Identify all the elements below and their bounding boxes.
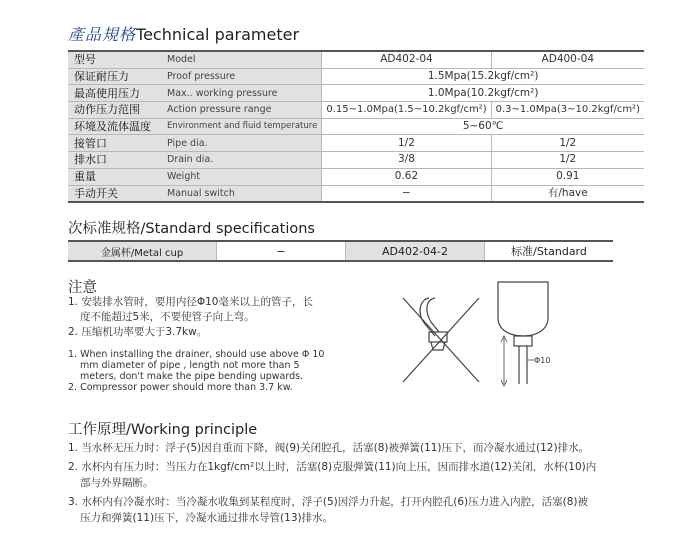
title-en: Technical parameter: [136, 25, 300, 44]
spec-table: [68, 50, 644, 203]
value-cell: 1/2: [491, 135, 644, 152]
row-label-en: Manual switch: [155, 185, 322, 202]
principle-line: 1. 当水杯无压力时：浮子(5)因自重而下降，阀(9)关闭腔孔，活塞(8)被弹簧(11)压下，而冷凝水通过(12)排水。: [68, 442, 590, 454]
value-cell: 3/8: [322, 152, 491, 169]
value-cell: 5~60℃: [322, 118, 644, 135]
principle-line: 3. 水杯内有冷凝水时：当冷凝水收集到某程度时，浮子(5)因浮力升起，打开内腔孔(6)压力进入内腔，活塞(8)被: [68, 496, 588, 508]
value-cell: 0.62: [322, 168, 491, 185]
working-text: [68, 440, 668, 526]
row-label-en: Proof pressure: [155, 68, 322, 85]
principle-line: 2. 水杯内有压力时：当压力在1kgf/cm²以上时，活塞(8)克服弹簧(11)向上压，因而排水道(12)关闭，水杯(10)内: [68, 461, 597, 473]
notes-cn: [68, 295, 368, 340]
principle-line: 部与外界隔断。: [80, 477, 154, 489]
value-cell: 1/2: [322, 135, 491, 152]
row-label-en: Max.. working pressure: [155, 85, 322, 102]
wrong-install-figure: [395, 290, 485, 390]
note-line: 2. Compressor power should more than 3.7 kw.: [68, 382, 293, 393]
std-cell-cup: 金属杯/Metal cup: [68, 241, 217, 261]
row-label-en: Model: [155, 51, 322, 68]
drainer-cup: [498, 282, 548, 336]
row-label-cn: 型号: [68, 51, 155, 68]
value-cell: AD400-04: [491, 51, 644, 68]
note-line: 1. When installing the drainer, should use above Φ 10: [68, 349, 325, 360]
table-row: [68, 68, 644, 85]
standard-heading: 次标准规格/Standard specifications: [68, 221, 315, 237]
row-label-cn: 动作压力范围: [68, 102, 155, 119]
value-cell: 1.5Mpa(15.2kgf/cm²): [322, 68, 644, 85]
value-cell: −: [322, 185, 491, 202]
row-label-cn: 环境及流体温度: [68, 118, 155, 135]
value-cell: 0.15~1.0Mpa(1.5~10.2kgf/cm²): [322, 102, 491, 119]
value-cell: 0.3~1.0Mpa(3~10.2kgf/cm²): [491, 102, 644, 119]
row-label-cn: 保证耐压力: [68, 68, 155, 85]
table-row: [68, 152, 644, 169]
value-cell: 1.0Mpa(10.2kgf/cm²): [322, 85, 644, 102]
row-label-en: Drain dia.: [155, 152, 322, 169]
table-row: [68, 102, 644, 119]
table-row: [68, 85, 644, 102]
value-cell: 0.91: [491, 168, 644, 185]
note-line: meters, don't make the pipe bending upwards.: [80, 371, 304, 382]
table-row: [68, 135, 644, 152]
table-row: [68, 168, 644, 185]
value-cell: AD402-04: [322, 51, 491, 68]
table-row: [68, 51, 644, 68]
notes-en: [68, 349, 368, 393]
page-title: [68, 22, 299, 45]
row-label-en: Weight: [155, 168, 322, 185]
title-cn: 產品規格: [68, 25, 137, 44]
note-line: 2. 压缩机功率要大于3.7kw。: [68, 326, 208, 338]
table-row: [68, 241, 613, 261]
table-row: [68, 118, 644, 135]
diameter-label: Φ10: [534, 356, 551, 365]
drainer-valve: [514, 336, 532, 346]
value-cell: 有/have: [491, 185, 644, 202]
std-cell-dash: −: [217, 241, 346, 261]
row-label-cn: 最高使用压力: [68, 85, 155, 102]
note-line: 度不能超过5米，不要使管子向上弯。: [80, 311, 255, 323]
std-cell-model: AD402-04-2: [346, 241, 485, 261]
working-heading: 工作原理/Working principle: [68, 422, 258, 438]
note-line: 1. 安装排水管时，要用内径Φ10毫米以上的管子，长: [68, 296, 313, 308]
table-row: [68, 185, 644, 202]
notes-heading: 注意: [68, 280, 97, 296]
std-cell-standard: 标准/Standard: [485, 241, 614, 261]
note-line: mm diameter of pipe , length not more than 5: [80, 360, 300, 371]
standard-table: [68, 240, 613, 262]
row-label-cn: 排水口: [68, 152, 155, 169]
value-cell: 1/2: [491, 152, 644, 169]
principle-line: 压力和弹簧(11)压下，冷凝水通过排水导管(13)排水。: [80, 512, 334, 524]
row-label-cn: 手动开关: [68, 185, 155, 202]
row-label-en: Environment and fluid temperature: [155, 118, 322, 135]
row-label-cn: 接管口: [68, 135, 155, 152]
row-label-en: Action pressure range: [155, 102, 322, 119]
row-label-en: Pipe dia.: [155, 135, 322, 152]
correct-install-figure: [488, 278, 568, 388]
row-label-cn: 重量: [68, 168, 155, 185]
